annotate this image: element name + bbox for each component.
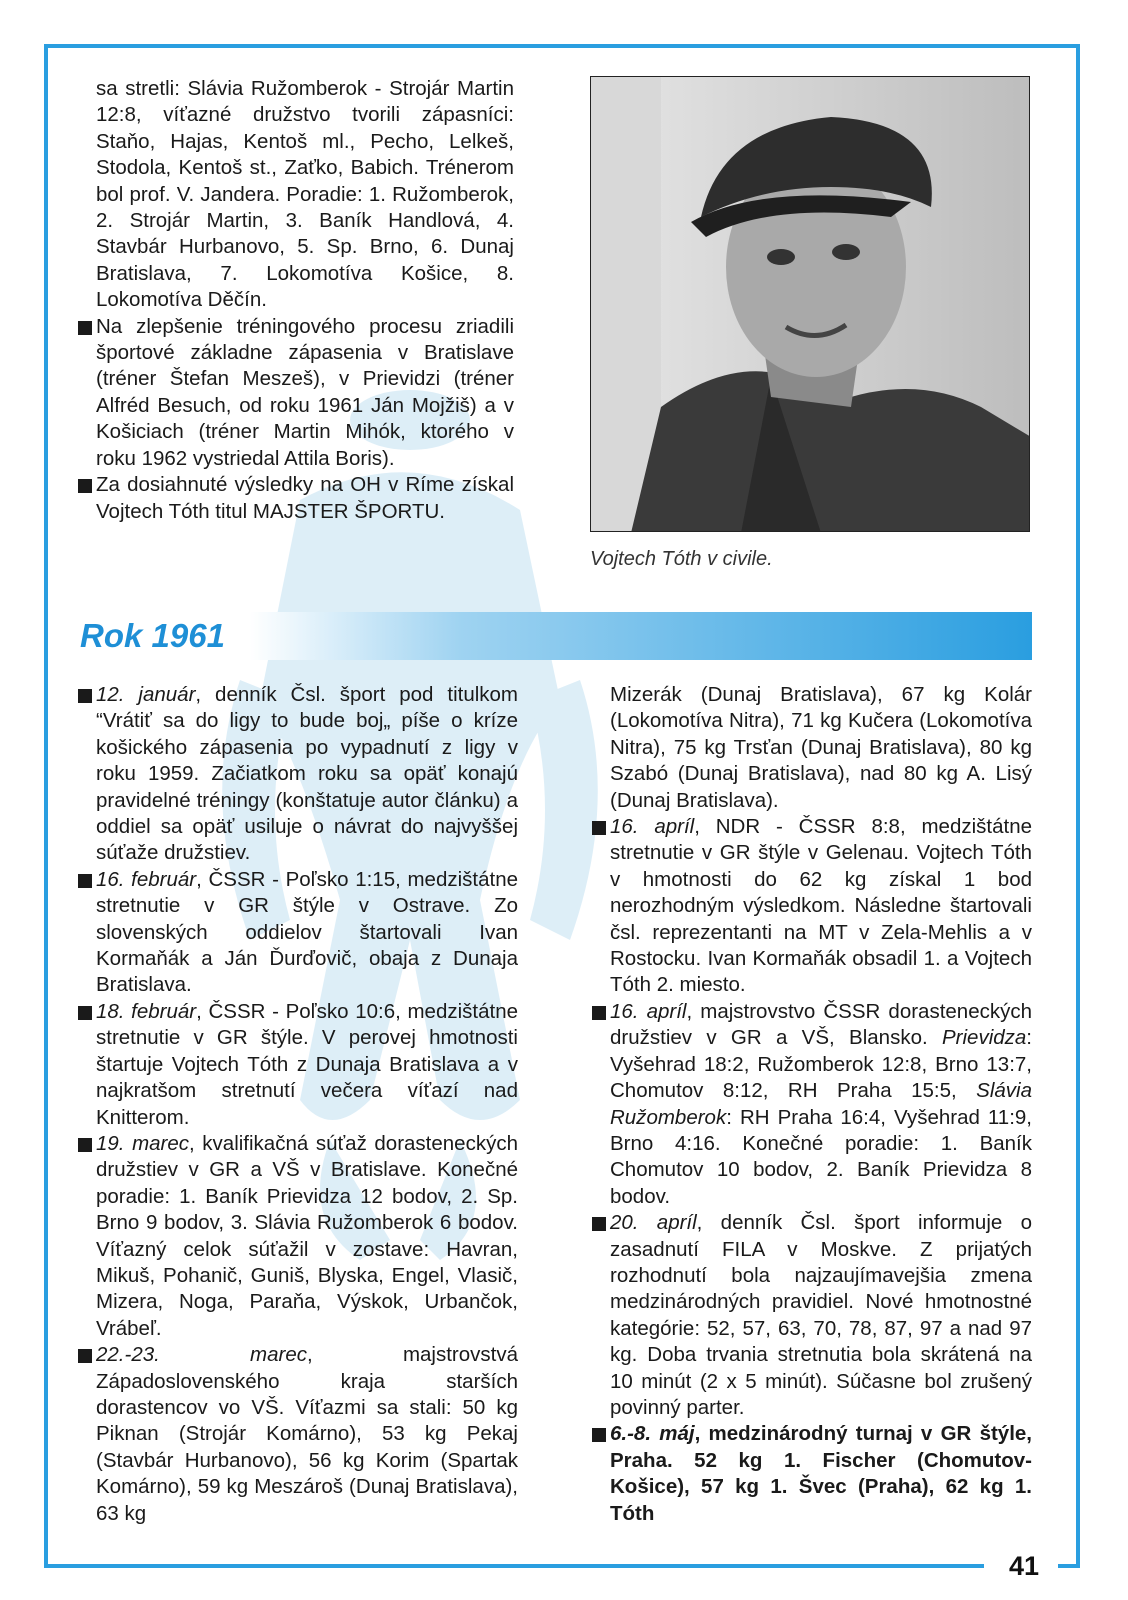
list-item [592,1421,1032,1527]
list-item [78,1342,518,1527]
entry-date: 19. marec [96,1131,190,1155]
list-item: Na zlepšenie tréningového procesu zriadili športové základne zápasenia v Bratislave (tréner Štefan Meszeš), v Prievidzi (tréner Alfréd Besuch, od roku 1961 Ján Mojžiš) a v Košiciach (tréner Martin Mihók, ktorého v roku 1962 vystriedal Attila Boris). [78,314,514,472]
frame-bottom-tick [1058,1564,1080,1568]
entry-text: , NDR - ČSSR 8:8, medzištátne stretnutie v GR štýle v Gelenau. Vojtech Tóth v hmotnosti do 62 kg získal 1 bod nerozhodným výsledkom. Následne štartovali čsl. reprezentanti na MT v Zela-Mehlis a v Rostocku. Ivan Kormaňák obsadil 1. a Vojtech Tóth 2. miesto. [610,815,1032,997]
portrait-photo [590,76,1030,532]
list-item [78,682,518,867]
entry-text: , denník Čsl. šport pod titulkom “Vrátiť sa do ligy to bude boj„ píše o kríze košického zápasenia po vypadnutí z ligy v roku 1959. Začiatkom roku sa opäť konajú pravidelné tréningy (konštatuje autor článku) a oddiel sa opäť usiluje o návrat do najvyššej súťaže družstiev. [96,683,519,865]
entry-date: 16. apríl [610,999,687,1023]
continuation-paragraph: Mizerák (Dunaj Bratislava), 67 kg Kolár (Lokomotíva Nitra), 71 kg Kučera (Lokomotíva Nitra), 75 kg Trsťan (Dunaj Bratislava), 80 kg Szabó (Dunaj Bratislava), nad 80 kg A. Lisý (Dunaj Bratislava). [610,683,1032,812]
team-name: Slávia Ružomberok [610,1079,1032,1129]
entry-text: , ČSSR - Poľsko 1:15, medzištátne stretnutie v GR štýle v Ostrave. Zo slovenských oddielov štartovali Ivan Kormaňák a Ján Ďurďovič, obaja z Dunaja Bratislava. [96,867,518,997]
entry-text: , ČSSR - Poľsko 10:6, medzištátne stretnutie v GR štýle. V perovej hmotnosti štartuje Vojtech Tóth z Dunaja Bratislava a v najkratšom stretnutí večera víťazí nad Knitterom. [96,999,518,1129]
list-item [78,999,518,1131]
list-item [592,999,1032,1210]
entry-date: 12. január [96,683,196,706]
list-item: Za dosiahnuté výsledky na OH v Ríme získal Vojtech Tóth titul MAJSTER ŠPORTU. [78,472,514,525]
entry-text: : RH Praha 16:4, Vyšehrad 11:9, Brno 4:16. Konečné poradie: 1. Baník Chomutov 10 bodov, 2. Baník Prievidza 8 bodov. [610,1105,1032,1208]
photo-caption: Vojtech Tóth v civile. [590,548,773,570]
entry-text: : Vyšehrad 18:2, Ružomberok 12:8, Brno 13:7, Chomutov 8:12, RH Praha 15:5, [610,1026,1032,1103]
team-name: Prievidza [941,1026,1027,1050]
list-item [592,1210,1032,1421]
page-number: 41 [990,1546,1058,1586]
entry-date: 22.-23. marec [96,1343,308,1367]
portrait-illustration [591,77,1030,532]
left-column [78,682,518,1527]
right-column [592,682,1032,1527]
entry-date: 20. apríl [610,1211,697,1235]
continuation-paragraph: sa stretli: Slávia Ružomberok - Strojár Martin 12:8, víťazné družstvo tvorili zápasníci: Staňo, Hajas, Kentoš ml., Pecho, Lelkeš, Stodola, Kentoš st., Zaťko, Babich. Trénerom bol prof. V. Jandera. Poradie: 1. Ružomberok, 2. Strojár Martin, 3. Baník Handlová, 4. Stavbár Hurbanovo, 5. Sp. Brno, 6. Dunaj Bratislava, 7. Lokomotíva Košice, 8. Lokomotíva Děčín. [96,77,514,312]
entry-date: 16. apríl [610,815,695,839]
entry-text: , medzinárodný turnaj v GR štýle, Praha. 52 kg 1. Fischer (Chomutov-Košice), 57 kg 1. Švec (Praha), 62 kg 1. Tóth [610,1422,1032,1525]
entry-date: 18. február [96,999,197,1023]
top-text-column [78,76,514,525]
frame-bottom-line [44,1564,984,1568]
entry-date: 16. február [96,867,197,891]
list-item [592,814,1032,999]
entry-text: , kvalifikačná súťaž dorasteneckých družstiev v GR a VŠ v Bratislave. Konečné poradie: 1. Baník Prievidza 12 bodov, 2. Sp. Brno 9 bodov, 3. Slávia Ružomberok 6 bodov. Víťazný celok súťažil v zostave: Havran, Mikuš, Pohanič, Guniš, Blyska, Engel, Vlasič, Mizera, Noga, Paraňa, Výskok, Urbančok, Vrábeľ. [96,1131,518,1340]
list-item [78,1131,518,1342]
entry-text: , majstrovstvo ČSSR dorasteneckých družstiev v GR a VŠ, Blansko. [610,999,1032,1050]
entry-text: , majstrovstvá Západoslovenského kraja starších dorastencov vo VŠ. Víťazmi sa stali: 50 kg Piknan (Strojár Komárno), 53 kg Pekaj (Stavbár Hurbanovo), 56 kg Korim (Spartak Komárno), 59 kg Meszároš (Dunaj Bratislava), 63 kg [96,1343,518,1525]
entry-text: , denník Čsl. šport informuje o zasadnutí FILA v Moskve. Z prijatých rozhodnutí bola najzaujímavejšia zmena medzinárodných pravidiel. Nové hmotnostné kategórie: 52, 57, 63, 70, 78, 87, 97 a nad 97 kg. Doba trvania stretnutia bola skrátená na 10 minút (2 x 5 minút). Súčasne bol zrušený povinný parter. [610,1211,1032,1419]
section-title: Rok 1961 [80,617,225,654]
list-item [78,867,518,999]
entry-date: 6.-8. máj [610,1422,695,1446]
